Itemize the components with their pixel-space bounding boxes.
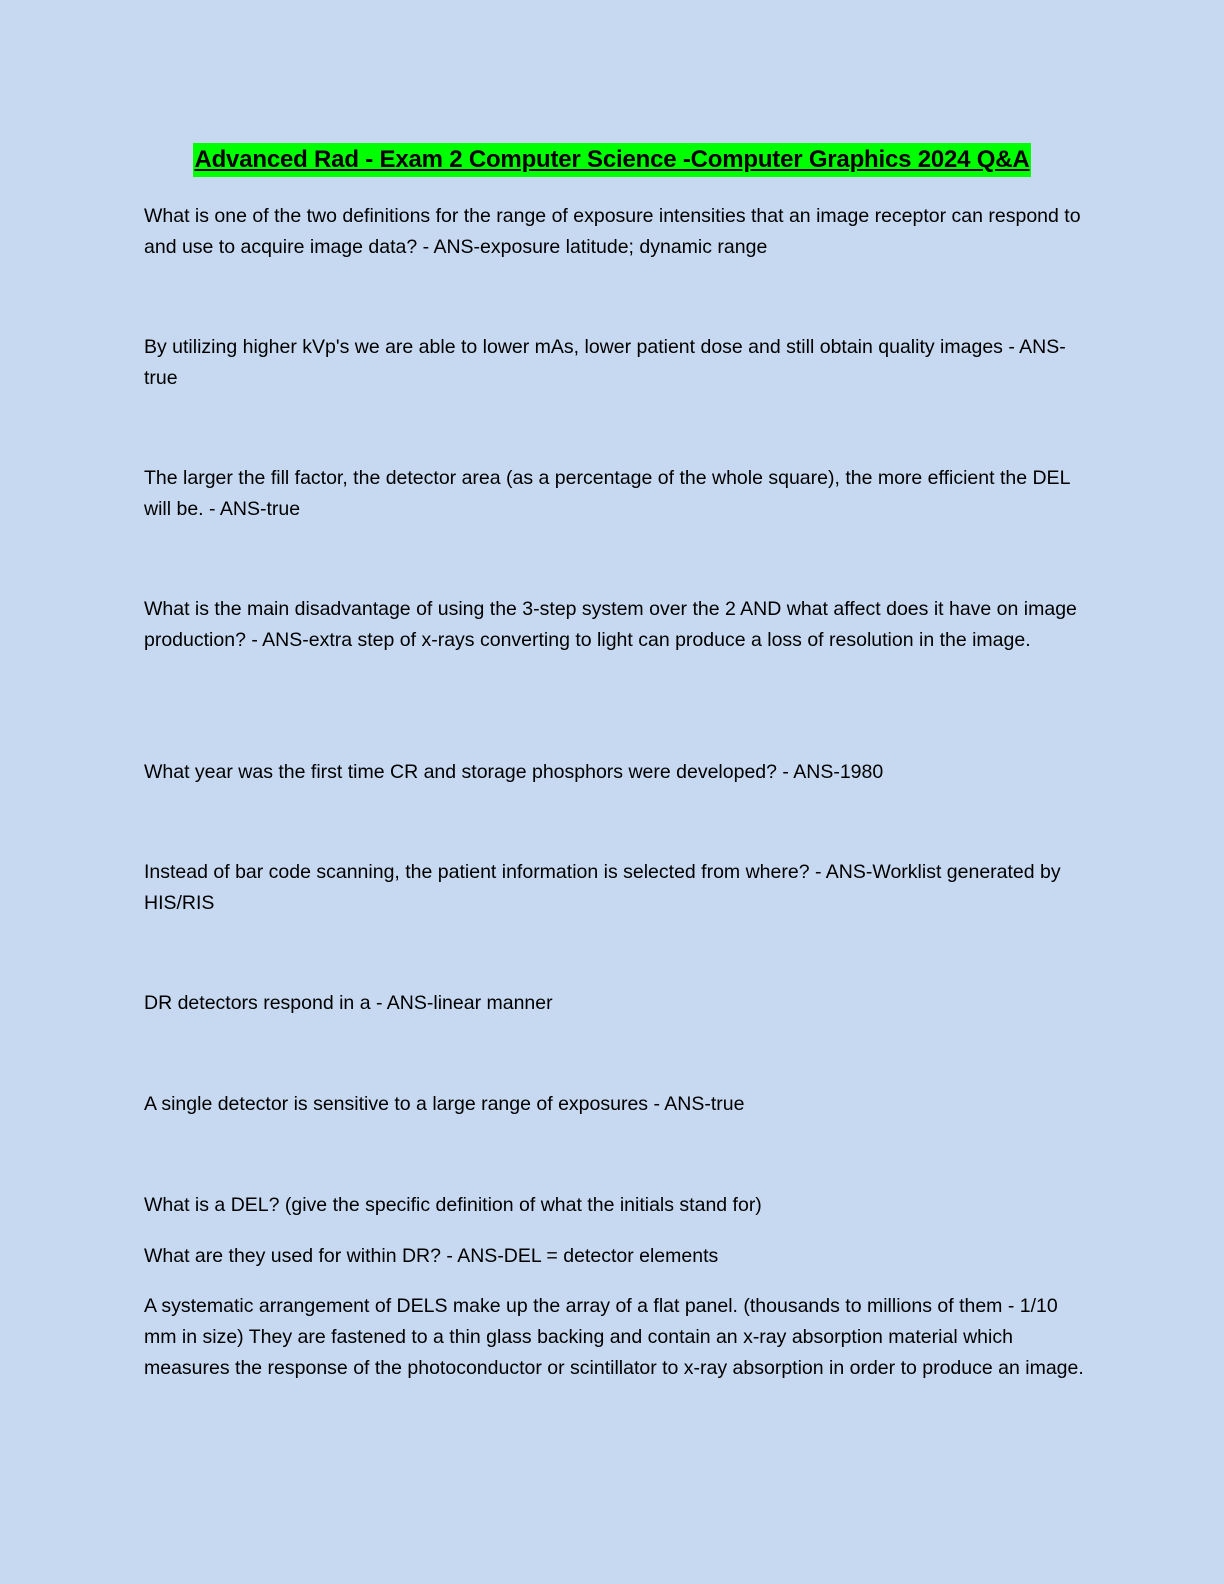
qa-paragraph-9: What is a DEL? (give the specific definition of what the initials stand for) [144, 1194, 762, 1216]
document-title: Advanced Rad - Exam 2 Computer Science -Computer Graphics 2024 Q&A [193, 143, 1030, 177]
qa-paragraph-8: A single detector is sensitive to a large range of exposures - ANS-true [144, 1093, 745, 1115]
qa-paragraph-4: What is the main disadvantage of using the 3-step system over the 2 AND what affect does it have on image production? - ANS-extra step of x-rays converting to light can produce a loss of resolution in the image. [144, 598, 1077, 651]
qa-paragraph-3: The larger the fill factor, the detector area (as a percentage of the whole square), the more efficient the DEL will be. - ANS-true [144, 467, 1070, 520]
title-container [0, 143, 1224, 177]
qa-paragraph-7: DR detectors respond in a - ANS-linear manner [144, 992, 553, 1014]
qa-paragraph-5: What year was the first time CR and storage phosphors were developed? - ANS-1980 [144, 761, 884, 783]
qa-paragraph-2: By utilizing higher kVp's we are able to lower mAs, lower patient dose and still obtain quality images - ANS-true [144, 336, 1066, 389]
qa-paragraph-11: A systematic arrangement of DELS make up the array of a flat panel. (thousands to millions of them - 1/10 mm in size) They are fastened to a thin glass backing and contain an x-ray absorption material which measures the response of the photoconductor or scintillator to x-ray absorption in order to produce an image. [144, 1295, 1084, 1379]
qa-paragraph-10: What are they used for within DR? - ANS-DEL = detector elements [144, 1245, 719, 1267]
qa-paragraph-1: What is one of the two definitions for the range of exposure intensities that an image receptor can respond to and use to acquire image data? - ANS-exposure latitude; dynamic range [144, 205, 1081, 258]
qa-paragraph-6: Instead of bar code scanning, the patient information is selected from where? - ANS-Worklist generated by HIS/RIS [144, 861, 1061, 914]
